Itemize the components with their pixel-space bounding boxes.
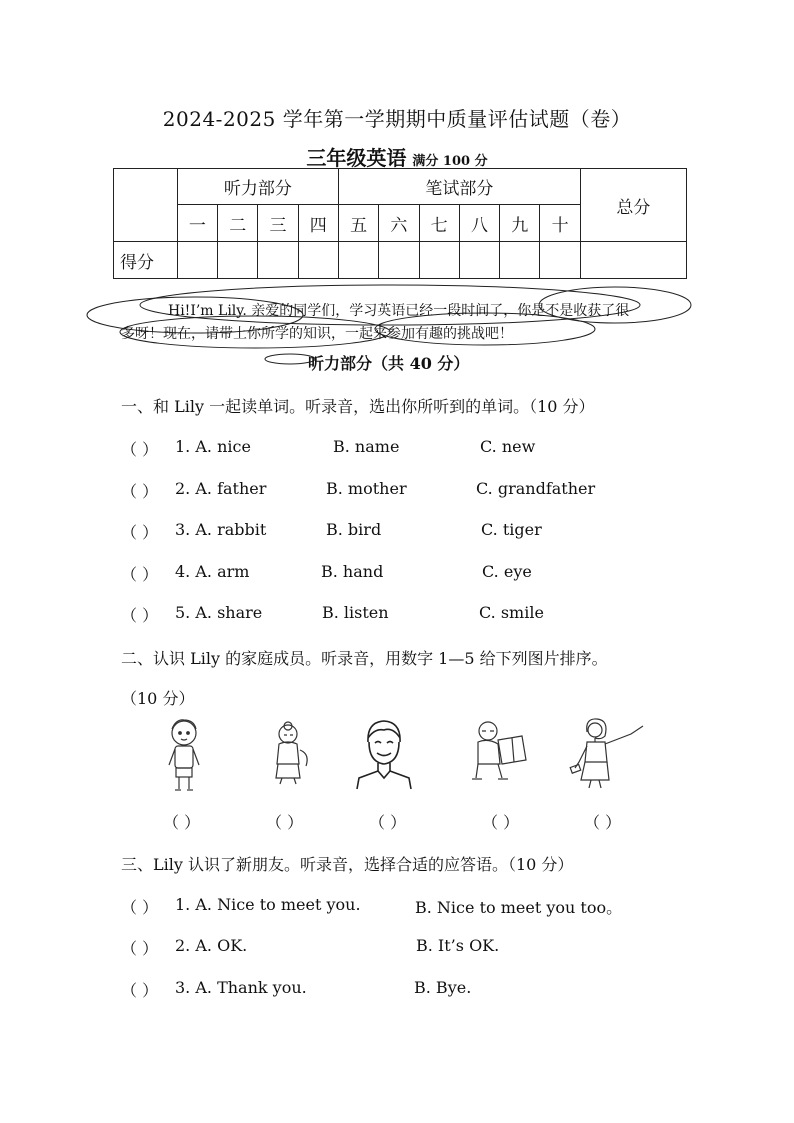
score-cell[interactable]: [218, 242, 258, 279]
picture-order-blank[interactable]: （ ）: [584, 813, 622, 832]
option-a: 3. A. rabbit: [175, 520, 267, 539]
answer-blank[interactable]: （ ）: [121, 565, 159, 584]
answer-blank[interactable]: （ ）: [121, 898, 159, 917]
score-cell[interactable]: [540, 242, 580, 279]
part2-heading: 二、认识 Lily 的家庭成员。听录音，用数字 1—5 给下列图片排序。: [121, 649, 608, 668]
score-cell[interactable]: [419, 242, 459, 279]
score-cell[interactable]: [338, 242, 378, 279]
score-cell[interactable]: [500, 242, 540, 279]
option-b: B. Bye.: [414, 978, 472, 997]
answer-blank[interactable]: （ ）: [121, 440, 159, 459]
option-b: B. hand: [321, 562, 384, 581]
option-a: 3. A. Thank you.: [175, 978, 307, 997]
part3-heading: 三、Lily 认识了新朋友。听录音，选择合适的应答语。（10 分）: [121, 855, 574, 874]
option-c: C. eye: [482, 562, 532, 581]
option-b: B. It’s OK.: [416, 936, 500, 955]
picture-order-blank[interactable]: （ ）: [163, 813, 201, 832]
score-table-corner: [114, 169, 178, 242]
grandpa-picture: [468, 718, 532, 784]
picture-order-blank[interactable]: （ ）: [369, 813, 407, 832]
answer-blank[interactable]: （ ）: [121, 606, 159, 625]
option-c: C. grandfather: [476, 479, 596, 498]
section-number: 九: [500, 205, 540, 242]
grandma-picture: [268, 720, 314, 786]
listening-part-header: 听力部分: [177, 169, 338, 205]
part2-score: （10 分）: [121, 689, 195, 708]
section-number: 三: [258, 205, 298, 242]
score-table: [113, 168, 687, 279]
option-a: 2. A. OK.: [175, 936, 248, 955]
exam-subtitle: [0, 142, 794, 171]
section-number: 五: [338, 205, 378, 242]
option-a: 1. A. nice: [175, 437, 251, 456]
intro-line-2: 多呀！现在，请带上你所学的知识，一起来参加有趣的挑战吧！: [121, 326, 513, 342]
boy-picture: [160, 715, 208, 793]
section-number: 六: [379, 205, 419, 242]
section-number: 七: [419, 205, 459, 242]
intro-line-1: Hi!I’m Lily. 亲爱的同学们，学习英语已经一段时间了，你是不是收获了很: [168, 303, 630, 319]
total-header: 总分: [580, 169, 686, 242]
option-a: 1. A. Nice to meet you.: [175, 895, 361, 914]
score-cell[interactable]: [177, 242, 217, 279]
option-b: B. bird: [326, 520, 382, 539]
listening-section-heading: 听力部分（共 40 分）: [308, 354, 470, 373]
score-cell[interactable]: [379, 242, 419, 279]
picture-order-blank[interactable]: （ ）: [266, 813, 304, 832]
full-score-label: 满分 100 分: [412, 154, 488, 169]
score-cell[interactable]: [459, 242, 499, 279]
option-a: 2. A. father: [175, 479, 267, 498]
score-cell[interactable]: [580, 242, 686, 279]
option-c: C. smile: [479, 603, 544, 622]
part1-heading: 一、和 Lily 一起读单词。听录音，选出你所听到的单词。（10 分）: [121, 397, 595, 416]
section-number: 四: [298, 205, 338, 242]
score-cell[interactable]: [298, 242, 338, 279]
answer-blank[interactable]: （ ）: [121, 981, 159, 1000]
section-number: 二: [218, 205, 258, 242]
score-row-label: 得分: [114, 242, 178, 279]
option-b: B. name: [333, 437, 400, 456]
exam-title: 2024-2025 学年第一学期期中质量评估试题（卷）: [162, 107, 632, 131]
option-a: 5. A. share: [175, 603, 263, 622]
section-number: 八: [459, 205, 499, 242]
section-number: 十: [540, 205, 580, 242]
option-c: C. tiger: [481, 520, 542, 539]
subject-label: 三年级英语: [306, 146, 407, 170]
option-a: 4. A. arm: [175, 562, 250, 581]
picture-order-blank[interactable]: （ ）: [482, 813, 520, 832]
option-c: C. new: [480, 437, 536, 456]
answer-blank[interactable]: （ ）: [121, 523, 159, 542]
father-picture: [355, 716, 413, 790]
section-number: 一: [177, 205, 217, 242]
option-b: B. Nice to meet you too。: [415, 898, 623, 917]
mother-picture: [565, 716, 649, 790]
written-part-header: 笔试部分: [338, 169, 580, 205]
option-b: B. listen: [322, 603, 389, 622]
score-cell[interactable]: [258, 242, 298, 279]
answer-blank[interactable]: （ ）: [121, 482, 159, 501]
option-b: B. mother: [326, 479, 407, 498]
answer-blank[interactable]: （ ）: [121, 939, 159, 958]
